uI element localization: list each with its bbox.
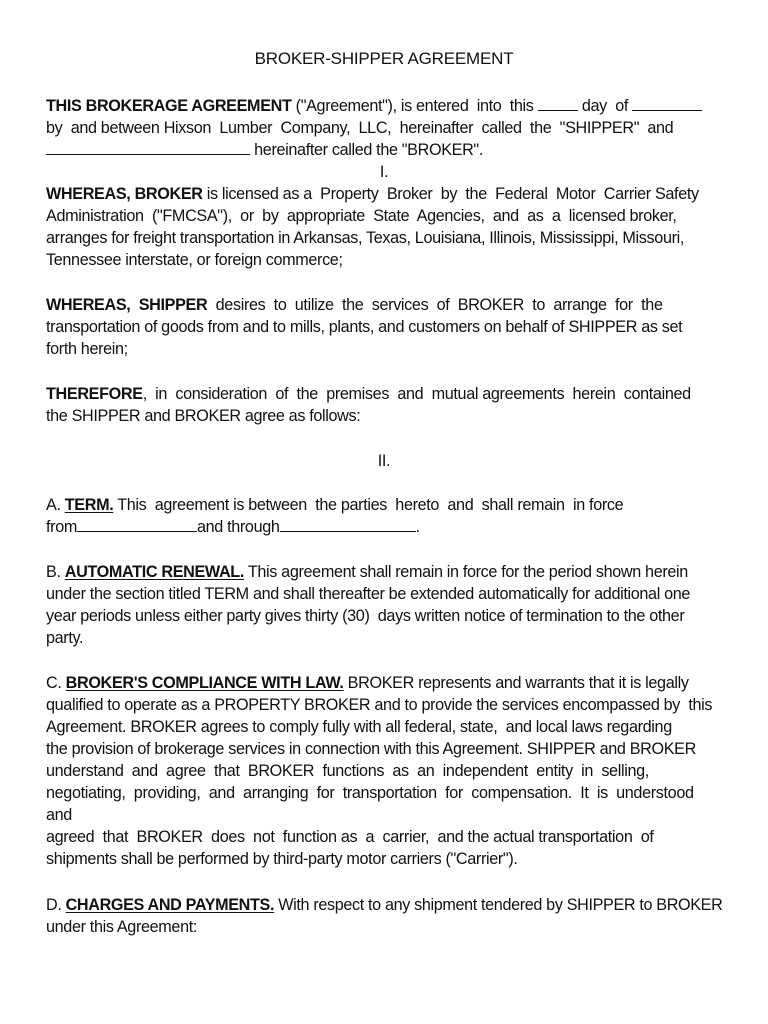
renewal-line-2: under the section titled TERM and shall thereafter be extended automatically for additional one: [46, 585, 691, 603]
compliance-prefix: C.: [46, 674, 66, 692]
therefore-text: , in consideration of the premises and mutual agreements herein contained: [142, 385, 691, 403]
section-one-numeral: I.: [379, 163, 389, 181]
intro-heading: THIS BROKERAGE AGREEMENT: [46, 97, 292, 115]
term-line-1: [46, 494, 623, 516]
document-title: BROKER-SHIPPER AGREEMENT: [254, 49, 514, 68]
month-blank: [632, 96, 702, 111]
intro-line-3: [46, 139, 483, 161]
renewal-heading: AUTOMATIC RENEWAL.: [64, 563, 244, 581]
whereas-shipper-heading: WHEREAS, SHIPPER: [46, 296, 208, 314]
charges-heading: CHARGES AND PAYMENTS.: [65, 896, 275, 914]
compliance-line-5: understand and agree that BROKER functions as an independent entity in selling,: [46, 762, 649, 780]
compliance-line-8: agreed that BROKER does not function as a carrier, and the actual transportation of: [46, 828, 654, 846]
intro-line-2: by and between Hixson Lumber Company, LLC, hereinafter called the "SHIPPER" and: [46, 119, 674, 137]
renewal-line-4: party.: [46, 629, 84, 647]
term-prefix: A.: [46, 496, 65, 514]
term-text: This agreement is between the parties hereto and shall remain in force: [113, 496, 624, 514]
compliance-line-7: and: [46, 806, 72, 824]
compliance-line-1: [46, 672, 689, 694]
whereas-shipper-line-1: [46, 294, 663, 316]
whereas-shipper-line-2: transportation of goods from and to mills, plants, and customers on behalf of SHIPPER as set: [46, 318, 683, 336]
whereas-broker-line-1: [46, 183, 699, 205]
day-blank: [538, 96, 578, 111]
whereas-shipper-text: desires to utilize the services of BROKER to arrange for the: [207, 296, 663, 314]
whereas-broker-line-2: Administration ("FMCSA"), or by appropriate State Agencies, and as a licensed broker,: [46, 207, 677, 225]
term-from: from: [46, 518, 77, 536]
whereas-broker-line-3: arranges for freight transportation in Arkansas, Texas, Louisiana, Illinois, Mississippi, Missouri,: [46, 229, 685, 247]
section-two-numeral: II.: [377, 452, 391, 470]
intro-day-of: day of: [577, 97, 629, 115]
renewal-text: This agreement shall remain in force for the period shown herein: [244, 563, 688, 581]
charges-line-2: under this Agreement:: [46, 918, 198, 936]
therefore-line-1: [46, 383, 691, 405]
whereas-broker-line-4: Tennessee interstate, or foreign commerce;: [46, 251, 343, 269]
term-end-blank: [280, 517, 416, 532]
intro-line-1: [46, 95, 702, 117]
compliance-line-4: the provision of brokerage services in connection with this Agreement. SHIPPER and BROKER: [46, 740, 696, 758]
charges-text: With respect to any shipment tendered by SHIPPER to BROKER: [274, 896, 723, 914]
broker-name-blank: [46, 140, 250, 155]
charges-prefix: D.: [46, 896, 66, 914]
charges-line-1: [46, 894, 722, 916]
intro-broker-text: hereinafter called the "BROKER".: [250, 141, 483, 159]
compliance-line-3: Agreement. BROKER agrees to comply fully with all federal, state, and local laws regarding: [46, 718, 672, 736]
term-period: .: [415, 518, 420, 536]
therefore-line-2: the SHIPPER and BROKER agree as follows:: [46, 407, 361, 425]
compliance-heading: BROKER'S COMPLIANCE WITH LAW.: [65, 674, 344, 692]
whereas-shipper-line-3: forth herein;: [46, 340, 128, 358]
intro-text: ("Agreement"), is entered into this: [291, 97, 534, 115]
renewal-line-3: year periods unless either party gives thirty (30) days written notice of termination to the other: [46, 607, 685, 625]
term-start-blank: [77, 517, 197, 532]
term-line-2: [46, 516, 420, 538]
whereas-broker-text: is licensed as a Property Broker by the Federal Motor Carrier Safety: [202, 185, 699, 203]
compliance-text: BROKER represents and warrants that it is legally: [343, 674, 689, 692]
compliance-line-6: negotiating, providing, and arranging for transportation for compensation. It is understood: [46, 784, 694, 802]
renewal-prefix: B.: [46, 563, 65, 581]
compliance-line-9: shipments shall be performed by third-party motor carriers ("Carrier").: [46, 850, 518, 868]
whereas-broker-heading: WHEREAS, BROKER: [46, 185, 203, 203]
term-heading: TERM.: [64, 496, 114, 514]
renewal-line-1: [46, 561, 688, 583]
term-through: and through: [196, 518, 280, 536]
therefore-heading: THEREFORE: [46, 385, 143, 403]
compliance-line-2: qualified to operate as a PROPERTY BROKER and to provide the services encompassed by this: [46, 696, 713, 714]
